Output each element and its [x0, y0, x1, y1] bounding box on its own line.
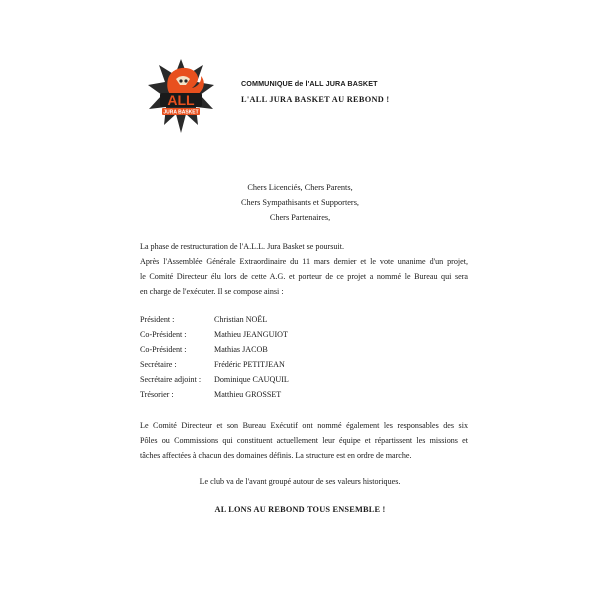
bureau-name: Christian NOËL [214, 315, 268, 324]
bureau-role: Co-Président : [140, 345, 187, 354]
intro-line: le Comité Directeur élu lors de cette A.G. et porteur de ce projet a nommé le Bureau qui sera [140, 272, 468, 281]
intro-paragraph [140, 239, 468, 299]
club-logo [146, 57, 216, 135]
greeting-line: Chers Partenaires, [269, 213, 331, 222]
greeting-line: Chers Sympathisants et Supporters, [241, 198, 359, 207]
intro-line: en charge de l'exécuter. Il se compose ainsi : [140, 287, 284, 296]
logo-subtext: JURA BASKET [163, 109, 199, 116]
bureau-role: Co-Président : [140, 330, 187, 339]
committee-line: tâches affectées à chacun des domaines définis. La structure est en ordre de marche. [140, 451, 412, 460]
communique-label: COMMUNIQUE de l'ALL JURA BASKET [241, 79, 378, 88]
bureau-name: Frédéric PETITJEAN [214, 360, 285, 369]
bureau-name: Mathias JACOB [214, 345, 268, 354]
intro-line: La phase de restructuration de l'A.L.L. Jura Basket se poursuit. [140, 242, 344, 251]
committee-paragraph [140, 418, 468, 463]
bureau-name: Mathieu JEANGUIOT [214, 330, 288, 339]
committee-line: Pôles ou Commissions qui constituent actuellement leur équipe et répartissent les missions et [140, 436, 468, 445]
logo-fox-eye-right [184, 79, 187, 82]
bureau-name: Matthieu GROSSET [214, 390, 282, 399]
headline: L'ALL JURA BASKET AU REBOND ! [241, 95, 390, 104]
logo-text: ALL [167, 92, 195, 108]
bureau-role: Secrétaire : [140, 360, 177, 369]
bureau-role: Trésorier : [140, 390, 174, 399]
bureau-name: Dominique CAUQUIL [214, 375, 289, 384]
closing-slogan: AL LONS AU REBOND TOUS ENSEMBLE ! [214, 505, 386, 514]
logo-fox-eye-left [179, 79, 182, 82]
intro-line: Après l'Assemblée Générale Extraordinaire du 11 mars dernier et le vote unanime d'un projet, [140, 257, 468, 266]
committee-line: Le Comité Directeur et son Bureau Exécutif ont nommé également les responsables des six [140, 421, 468, 430]
bureau-role: Président : [140, 315, 175, 324]
greeting-line: Chers Licenciés, Chers Parents, [247, 183, 353, 192]
club-statement: Le club va de l'avant groupé autour de ses valeurs historiques. [199, 477, 401, 486]
bureau-role: Secrétaire adjoint : [140, 375, 202, 384]
